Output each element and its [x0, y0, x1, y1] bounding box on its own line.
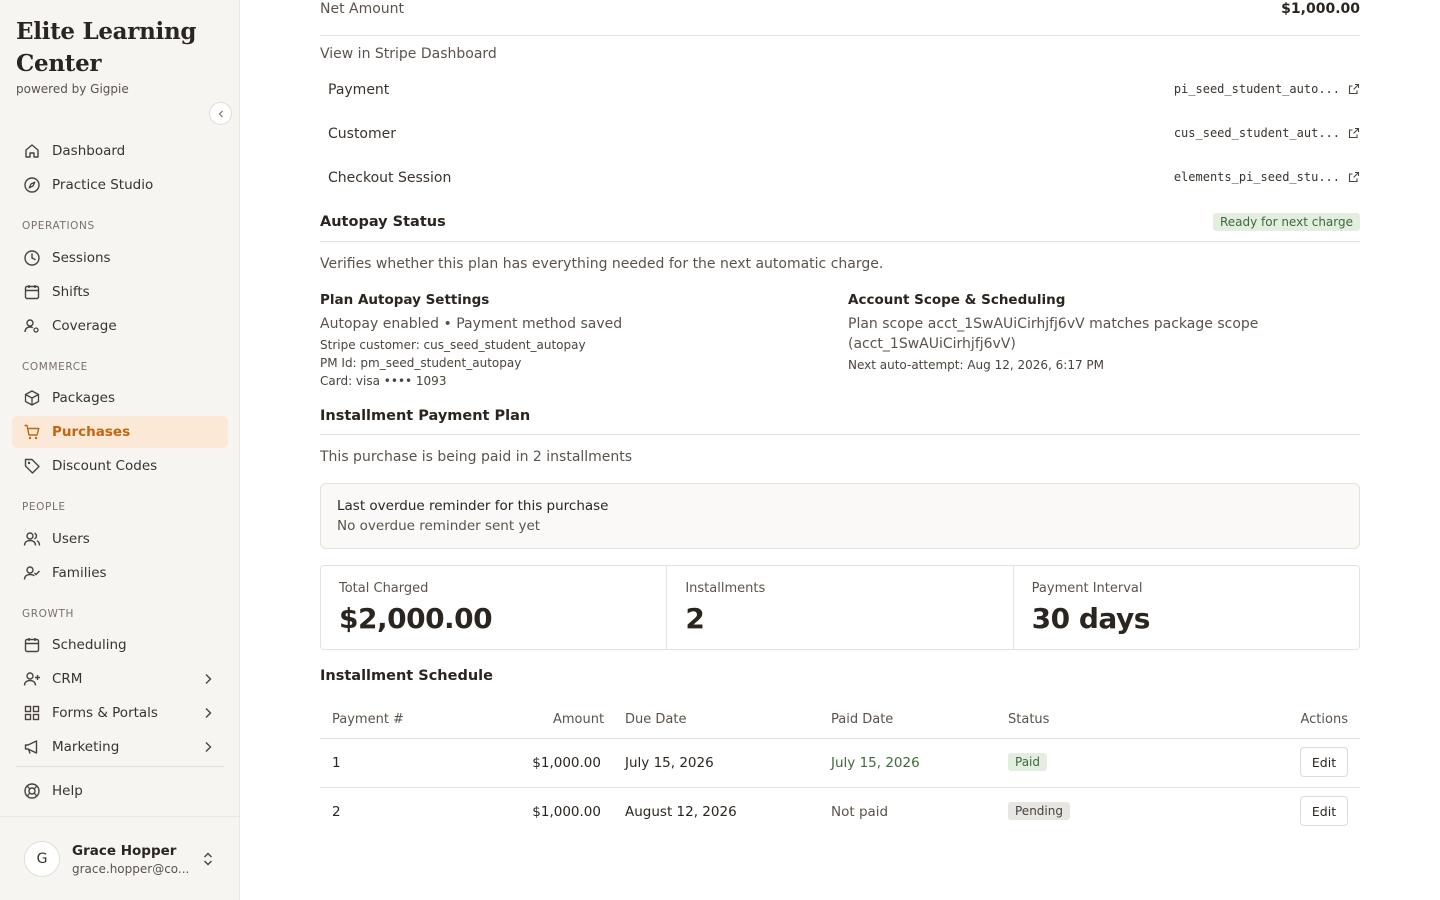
nav-section-commerce: COMMERCE [22, 361, 88, 373]
sidebar-item-label: Users [52, 531, 90, 547]
stripe-checkout-link[interactable] [1174, 170, 1360, 184]
sidebar-item-forms-portals[interactable] [12, 697, 228, 729]
sidebar-item-shifts[interactable] [12, 276, 228, 308]
table-divider [320, 738, 1360, 739]
sidebar-item-label: CRM [52, 671, 83, 687]
stripe-checkout-label: Checkout Session [328, 170, 452, 186]
stat-value: 30 days [1031, 602, 1150, 635]
sidebar-item-dashboard[interactable] [12, 135, 228, 167]
sidebar-item-label: Shifts [52, 284, 90, 300]
sidebar [0, 0, 240, 900]
megaphone-icon [22, 737, 42, 757]
due-date: August 12, 2026 [625, 804, 737, 820]
stat-label: Total Charged [339, 581, 429, 596]
sidebar-item-families[interactable] [12, 557, 228, 589]
user-check-icon [22, 563, 42, 583]
home-icon [22, 141, 42, 161]
users-icon [22, 529, 42, 549]
brand [16, 16, 226, 96]
sidebar-item-label: Forms & Portals [52, 705, 158, 721]
external-link-icon [1348, 83, 1360, 95]
grid-icon [22, 703, 42, 723]
edit-installment-button[interactable]: Edit [1300, 796, 1348, 826]
compass-icon [22, 175, 42, 195]
sidebar-item-sessions[interactable] [12, 242, 228, 274]
life-buoy-icon [22, 781, 42, 801]
sidebar-collapse-button[interactable] [209, 102, 232, 125]
sidebar-item-label: Help [52, 783, 83, 799]
stripe-payment-id: pi_seed_student_auto... [1173, 82, 1340, 96]
installment-schedule-title: Installment Schedule [320, 668, 493, 684]
divider [320, 241, 1360, 242]
installment-stats [320, 565, 1360, 650]
installment-plan-description: This purchase is being paid in 2 installments [320, 449, 633, 465]
net-amount-label: Net Amount [320, 1, 405, 17]
sidebar-item-purchases[interactable] [12, 416, 228, 448]
sidebar-item-scheduling[interactable] [12, 629, 228, 661]
stripe-dashboard-heading: View in Stripe Dashboard [320, 46, 497, 62]
overdue-reminder-card [320, 483, 1360, 549]
autopay-description: Verifies whether this plan has everything needed for the next automatic charge. [320, 256, 884, 272]
column-header-actions: Actions [1300, 712, 1348, 727]
stripe-payment-label: Payment [328, 82, 390, 98]
user-email: grace.hopper@co... [72, 862, 190, 876]
column-header-amount: Amount [553, 712, 605, 727]
chevrons-up-down-icon [200, 850, 216, 868]
package-icon [22, 388, 42, 408]
plan-autopay-summary: Autopay enabled • Payment method saved [320, 316, 623, 332]
calendar-icon [22, 635, 42, 655]
account-scope-title: Account Scope & Scheduling [848, 292, 1066, 308]
payment-number: 1 [332, 755, 341, 771]
sidebar-item-label: Scheduling [52, 637, 127, 653]
reminder-text: No overdue reminder sent yet [337, 518, 541, 534]
sidebar-item-coverage[interactable] [12, 310, 228, 342]
stripe-checkout-id: elements_pi_seed_stu... [1173, 170, 1340, 184]
sidebar-item-label: Discount Codes [52, 458, 158, 474]
sidebar-item-label: Packages [52, 390, 115, 406]
next-auto-attempt: Next auto-attempt: Aug 12, 2026, 6:17 PM [848, 358, 1105, 372]
stat-label: Payment Interval [1031, 581, 1143, 596]
pm-id-detail: PM Id: pm_seed_student_autopay [320, 356, 522, 370]
shopping-cart-icon [22, 422, 42, 442]
stat-label: Installments [685, 581, 766, 596]
sidebar-item-label: Dashboard [52, 143, 126, 159]
nav-divider [16, 766, 224, 767]
sidebar-item-label: Families [52, 565, 107, 581]
external-link-icon [1348, 127, 1360, 139]
account-scope-line1: Plan scope acct_1SwAUiCirhjfj6vV matches package scope [848, 316, 1259, 332]
user-cog-icon [22, 316, 42, 336]
clock-icon [22, 248, 42, 268]
calendar-icon [22, 282, 42, 302]
stripe-customer-label: Customer [328, 126, 397, 142]
sidebar-item-crm[interactable] [12, 663, 228, 695]
status-badge: Paid [1008, 753, 1047, 771]
autopay-title: Autopay Status [320, 214, 446, 230]
sidebar-item-label: Marketing [52, 739, 120, 755]
sidebar-item-marketing[interactable] [12, 731, 228, 763]
chevron-right-icon [200, 671, 216, 687]
sidebar-item-packages[interactable] [12, 382, 228, 414]
purchase-detail [320, 0, 1360, 900]
table-divider [320, 787, 1360, 788]
payment-amount: $1,000.00 [532, 755, 601, 771]
column-header-status: Status [1008, 712, 1050, 727]
nav-section-people: PEOPLE [22, 501, 66, 513]
card-detail: Card: visa •••• 1093 [320, 374, 447, 388]
sidebar-item-label: Practice Studio [52, 177, 154, 193]
user-name: Grace Hopper [72, 843, 177, 859]
sidebar-item-help[interactable] [12, 775, 228, 807]
payment-amount: $1,000.00 [532, 804, 601, 820]
sidebar-item-label: Coverage [52, 318, 117, 334]
installment-plan-title: Installment Payment Plan [320, 408, 531, 424]
edit-installment-button[interactable]: Edit [1300, 747, 1348, 777]
sidebar-item-label: Sessions [52, 250, 111, 266]
stripe-customer-id: cus_seed_student_aut... [1173, 126, 1340, 140]
sidebar-item-users[interactable] [12, 523, 228, 555]
nav-section-operations: OPERATIONS [22, 220, 95, 232]
stripe-payment-link[interactable] [1174, 82, 1360, 96]
avatar: G [24, 841, 60, 877]
stat-value: $2,000.00 [339, 602, 493, 635]
stat-total-charged [321, 566, 667, 649]
user-plus-icon [22, 669, 42, 689]
user-menu[interactable] [0, 816, 239, 900]
column-header-paid-date: Paid Date [831, 712, 894, 727]
paid-date: July 15, 2026 [831, 755, 920, 771]
column-header-payment: Payment # [332, 712, 404, 727]
tag-icon [22, 456, 42, 476]
stat-payment-interval [1014, 566, 1359, 649]
reminder-title: Last overdue reminder for this purchase [337, 498, 609, 514]
stripe-customer-detail: Stripe customer: cus_seed_student_autopay [320, 338, 586, 352]
column-header-due-date: Due Date [625, 712, 687, 727]
nav-section-growth: GROWTH [22, 608, 74, 620]
divider [320, 35, 1360, 36]
autopay-status-badge: Ready for next charge [1213, 213, 1360, 231]
chevron-right-icon [200, 739, 216, 755]
stripe-customer-link[interactable] [1174, 126, 1360, 140]
account-scope-line2: (acct_1SwAUiCirhjfj6vV) [848, 336, 1016, 352]
stat-value: 2 [685, 602, 705, 635]
chevron-left-icon [216, 109, 226, 119]
chevron-right-icon [200, 705, 216, 721]
net-amount-value: $1,000.00 [1281, 1, 1360, 17]
brand-title: Elite Learning Center [16, 18, 197, 77]
sidebar-item-practice-studio[interactable] [12, 169, 228, 201]
sidebar-item-discount-codes[interactable] [12, 450, 228, 482]
status-badge: Pending [1008, 802, 1070, 820]
paid-date: Not paid [831, 804, 889, 820]
stat-installments [667, 566, 1013, 649]
payment-number: 2 [332, 804, 341, 820]
due-date: July 15, 2026 [625, 755, 714, 771]
sidebar-item-label: Purchases [52, 424, 131, 440]
plan-autopay-settings-title: Plan Autopay Settings [320, 292, 490, 308]
brand-subtitle: powered by Gigpie [16, 82, 129, 96]
external-link-icon [1348, 171, 1360, 183]
divider [320, 434, 1360, 435]
